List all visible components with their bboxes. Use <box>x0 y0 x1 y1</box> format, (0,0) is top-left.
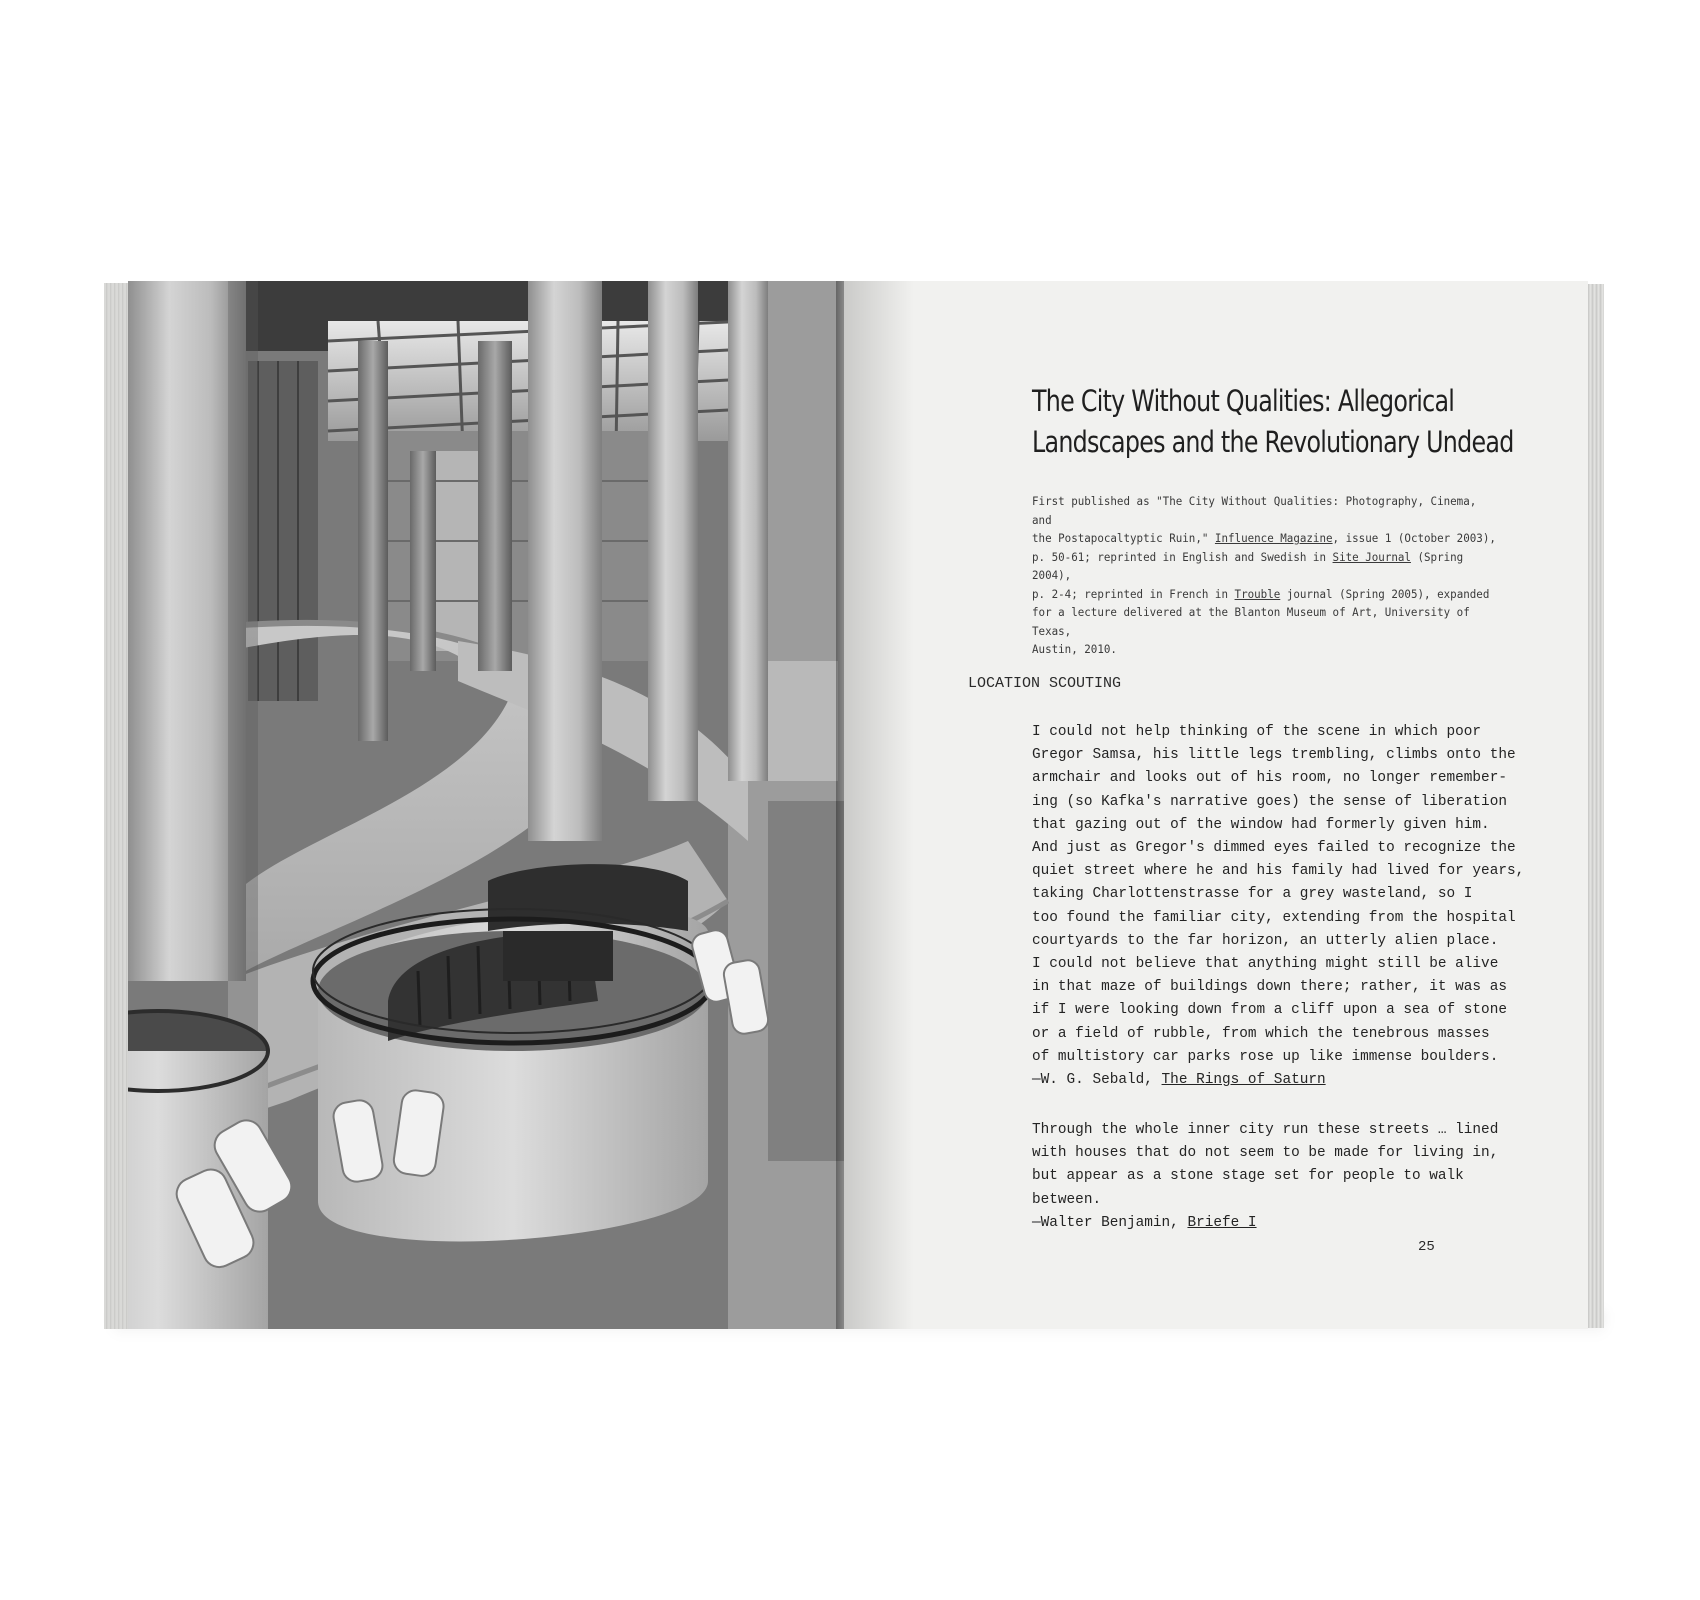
quote-line: of multistory car parks rose up like immense boulders. <box>1032 1048 1499 1065</box>
quote-line: armchair and looks out of his room, no longer remember- <box>1032 770 1507 787</box>
quote-line: courtyards to the far horizon, an utterly alien place. <box>1032 932 1499 949</box>
sebald-quote <box>1032 721 1525 1092</box>
quote-line: ing (so Kafka's narrative goes) the sense of liberation <box>1032 793 1507 810</box>
page-edges-left <box>104 283 128 1329</box>
quote-line: with houses that do not seem to be made for living in, <box>1032 1145 1499 1162</box>
quote-line: but appear as a stone stage set for people to walk <box>1032 1168 1464 1185</box>
quote-line: too found the familiar city, extending from the hospital <box>1032 909 1516 926</box>
section-heading: LOCATION SCOUTING <box>968 675 1122 692</box>
pub-note-line-2-post: , issue 1 (October 2003), <box>1332 532 1496 545</box>
page-number: 25 <box>1418 1239 1435 1255</box>
pub-note-line-1: First published as "The City Without Qualities: Photography, Cinema, and <box>1032 495 1477 527</box>
quote-line: And just as Gregor's dimmed eyes failed to recognize the <box>1032 840 1516 857</box>
pub-note-line-2-pre: the Postapocaltyptic Ruin," <box>1032 532 1215 545</box>
quote-line: or a field of rubble, from which the tenebrous masses <box>1032 1025 1490 1042</box>
chapter-title-line-2: Landscapes and the Revolutionary Undead <box>1032 425 1514 459</box>
quote-line: I could not believe that anything might still be alive <box>1032 956 1499 973</box>
chapter-title-line-1: The City Without Qualities: Allegorical <box>1032 384 1455 418</box>
quote-line: if I were looking down from a cliff upon a sea of stone <box>1032 1002 1507 1019</box>
pub-note-line-3-pre: p. 50-61; reprinted in English and Swedish in <box>1032 550 1333 564</box>
quote-line: between. <box>1032 1191 1102 1208</box>
influence-magazine-title: Influence Magazine <box>1214 532 1333 545</box>
attribution-work-title: The Rings of Saturn <box>1161 1072 1326 1089</box>
attribution-author: —W. G. Sebald, <box>1032 1072 1162 1089</box>
site-journal-title: Site Journal <box>1332 550 1411 564</box>
quote-line: Through the whole inner city run these streets … lined <box>1032 1122 1499 1138</box>
quote-line: in that maze of buildings down there; rather, it was as <box>1032 979 1507 996</box>
attribution-work-title: Briefe I <box>1187 1214 1257 1231</box>
quote-line: Gregor Samsa, his little legs trembling, climbs onto the <box>1032 747 1516 764</box>
chapter-title <box>1032 381 1524 463</box>
benjamin-quote <box>1032 1119 1502 1235</box>
gutter-shadow <box>844 281 914 1329</box>
pub-note-line-4-pre: p. 2-4; reprinted in French in <box>1032 587 1235 601</box>
pub-note-line-5: for a lecture delivered at the Blanton Museum of Art, University of Texas, <box>1032 606 1470 638</box>
attribution-author: —Walter Benjamin, <box>1032 1214 1188 1231</box>
trouble-journal-title: Trouble <box>1234 587 1281 601</box>
atrium-photograph <box>128 281 844 1329</box>
quote-attribution <box>1032 1212 1502 1235</box>
quote-attribution <box>1032 1069 1502 1092</box>
quote-line: quiet street where he and his family had lived for years, <box>1032 863 1525 880</box>
pub-note-line-4-post: journal (Spring 2005), expanded <box>1280 587 1490 601</box>
publication-note <box>1032 493 1498 660</box>
pub-note-line-6: Austin, 2010. <box>1032 643 1117 656</box>
page-edges-right <box>1586 284 1604 1328</box>
quote-line: taking Charlottenstrasse for a grey wasteland, so I <box>1032 886 1473 903</box>
quote-line: that gazing out of the window had formerly given him. <box>1032 816 1490 833</box>
pub-note-line-3-post: (Spring 2004), <box>1032 550 1464 582</box>
quote-line: I could not help thinking of the scene in which poor <box>1032 724 1482 740</box>
text-page <box>844 281 1588 1329</box>
